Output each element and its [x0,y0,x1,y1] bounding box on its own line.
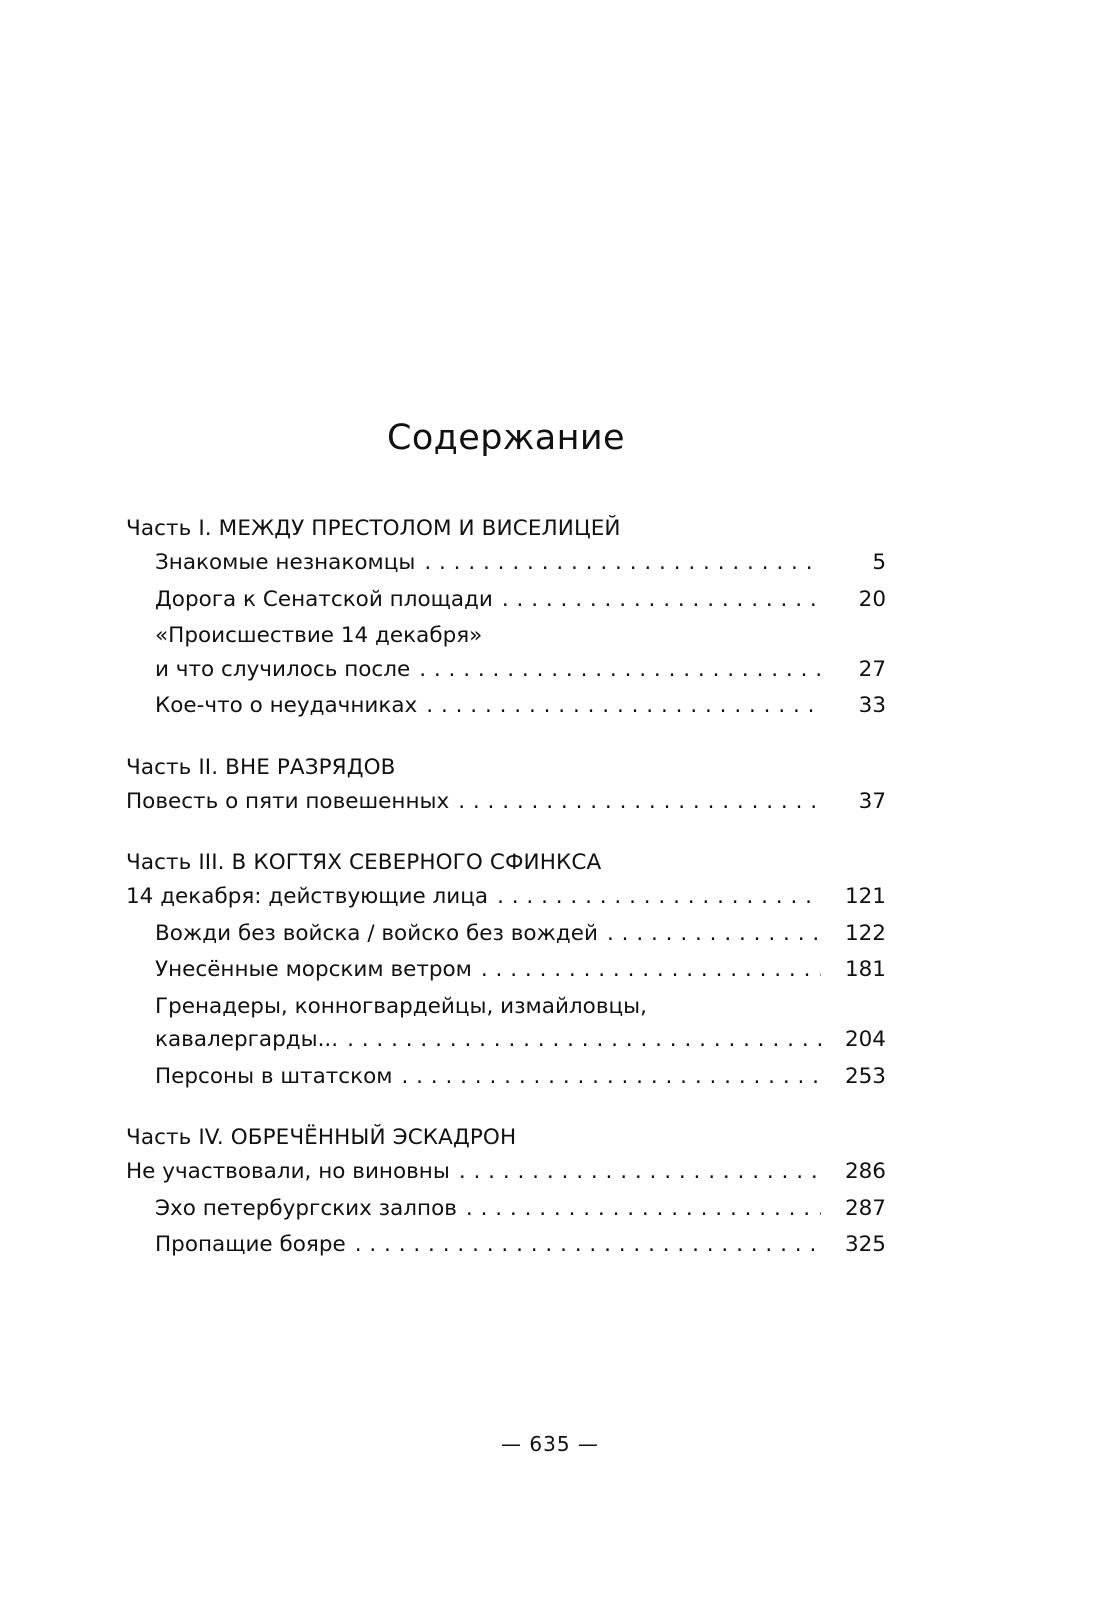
toc-entry-page: 20 [858,586,886,612]
toc-entry-label: Персоны в штатском [155,1063,393,1089]
toc-entry[interactable] [126,1161,886,1183]
toc-entry-page: 33 [858,693,886,718]
toc-entry-label: Не участвовали, но виновны [126,1159,450,1184]
toc-entry-page: 122 [844,920,886,946]
toc-entry-label-line2: кавалергарды... [155,1027,339,1052]
toc-entry-page: 286 [844,1159,886,1184]
toc-entry-label: Кое-что о неудачниках [155,693,418,718]
table-of-contents [126,418,886,1271]
dot-leader [355,1234,821,1256]
toc-entry-label-line1: Гренадеры, конногвардейцы, измайловцы, [155,993,647,1019]
dot-leader [419,659,821,681]
toc-entry[interactable] [126,1195,886,1221]
toc-entry-label: Вожди без войска / войско без вождей [155,920,598,946]
toc-entry-label: 14 декабря: действующие лица [126,884,489,909]
toc-entry-label-line2: и что случилось после [155,656,411,682]
dot-leader [426,695,821,717]
toc-part [126,850,886,1087]
toc-entry-label: Дорога к Сенатской площади [155,586,493,612]
dot-leader [458,791,821,813]
toc-part [126,516,886,717]
dot-leader [607,923,821,945]
toc-entry[interactable] [126,959,886,981]
toc-entry-page: 121 [844,884,886,909]
toc-entry-label: Повесть о пяти повешенных [126,788,450,814]
dot-leader [347,1029,821,1051]
toc-entry-label: Унесённые морским ветром [155,957,472,982]
toc-entry[interactable] [126,586,886,612]
page-title: Содержание [387,418,625,458]
toc-entry-page: 287 [844,1195,886,1221]
toc-entry[interactable] [126,920,886,946]
toc-entry-label: Знакомые незнакомцы [155,550,416,575]
toc-entry-page: 204 [844,1027,886,1052]
toc-entry[interactable] [126,788,886,814]
toc-entry-label: Пропащие бояре [155,1232,346,1257]
toc-entry-page: 27 [858,656,886,682]
toc-entry-label: Эхо петербургских залпов [155,1195,457,1221]
toc-entry-page: 253 [844,1063,886,1089]
dot-leader [502,589,821,611]
toc-part [126,755,886,813]
dot-leader [459,1161,821,1183]
toc-part [126,1125,886,1256]
toc-entry-label-line1: «Происшествие 14 декабря» [155,623,483,648]
toc-entry-page: 325 [844,1232,886,1257]
part-heading: Часть III. В КОГТЯХ СЕВЕРНОГО СФИНКСА [126,850,602,875]
dot-leader [497,886,821,908]
toc-entry[interactable] [126,1063,886,1089]
dot-leader [466,1198,821,1220]
part-heading: Часть I. МЕЖДУ ПРЕСТОЛОМ И ВИСЕЛИЦЕЙ [126,516,621,541]
toc-entry[interactable] [126,695,886,717]
dot-leader [424,552,821,574]
toc-entry[interactable] [126,993,886,1052]
toc-entry[interactable] [126,886,886,908]
toc-entry-page: 181 [844,957,886,982]
part-heading: Часть IV. ОБРЕЧЁННЫЙ ЭСКАДРОН [126,1125,517,1150]
toc-entry-page: 5 [872,550,886,575]
toc-entry-page: 37 [858,788,886,814]
toc-entry[interactable] [126,625,886,680]
toc-entry[interactable] [126,1234,886,1256]
page-number: — 635 — [501,1432,599,1456]
dot-leader [481,959,821,981]
toc-entry[interactable] [126,552,886,574]
part-heading: Часть II. ВНЕ РАЗРЯДОВ [126,754,396,780]
dot-leader [401,1066,821,1088]
